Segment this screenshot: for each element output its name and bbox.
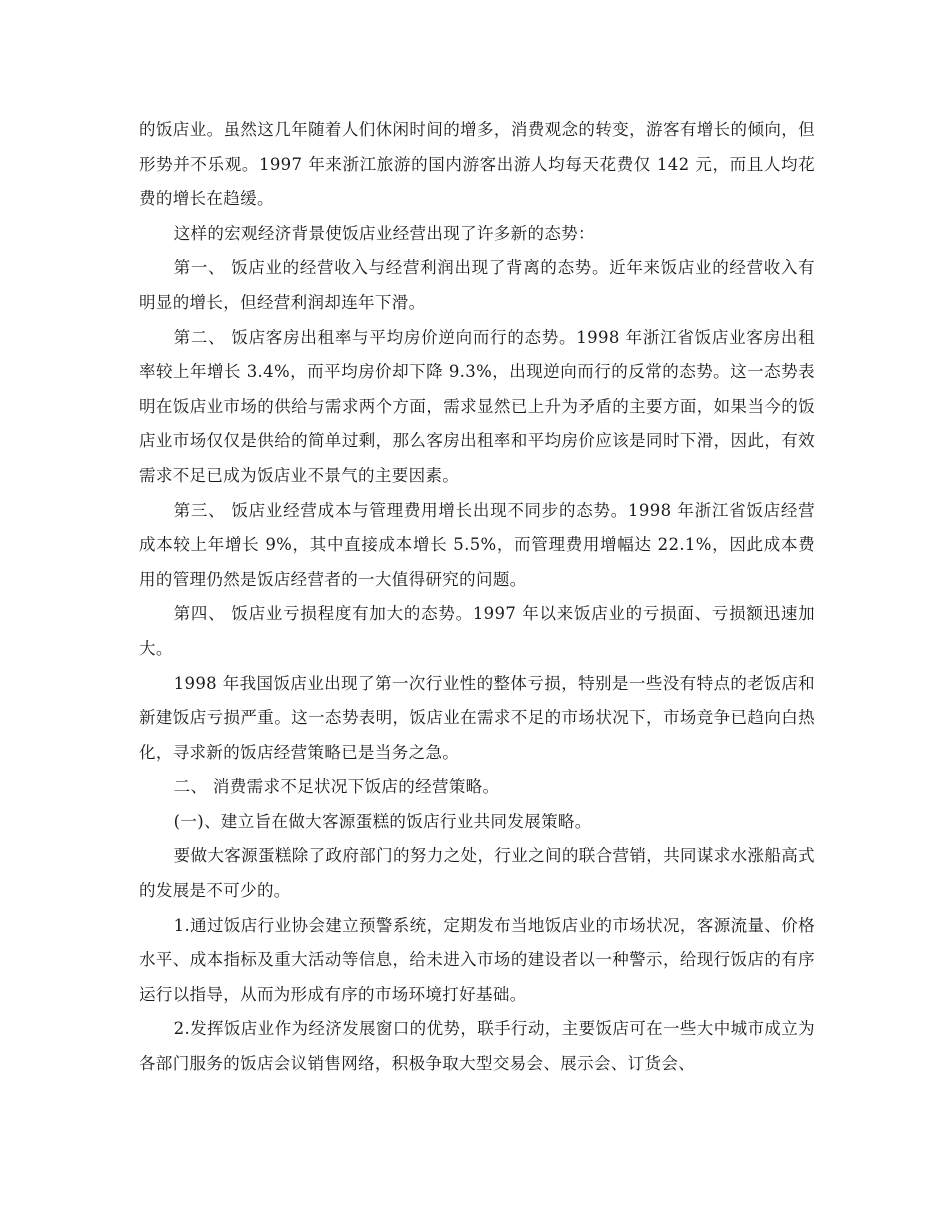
paragraph-2: 这样的宏观经济背景使饭店业经营出现了许多新的态势：: [173, 223, 595, 243]
section-heading-2: 二、 消费需求不足状况下饭店的经营策略。: [173, 777, 500, 797]
paragraph-1: 的饭店业。虽然这几年随着人们休闲时间的增多，消费观念的转变，游客有增长的倾向，但形势并不乐观。1997 年来浙江旅游的国内游客出游人均每天花费仅 142 元，而且人均花费的增长在趋缓。: [139, 120, 815, 209]
paragraph-3: 第一、 饭店业的经营收入与经营利润出现了背离的态势。近年来饭店业的经营收入有明显的增长，但经营利润却连年下滑。: [139, 258, 815, 312]
list-item-1: 1.通过饭店行业协会建立预警系统，定期发布当地饭店业的市场状况，客源流量、价格水平、成本指标及重大活动等信息，给未进入市场的建设者以一种警示，给现行饭店的有序运行以指导，从而为形成有序的市场环境打好基础。: [139, 915, 815, 1004]
paragraph-8: 要做大客源蛋糕除了政府部门的努力之处，行业之间的联合营销，共同谋求水涨船高式的发展是不可少的。: [139, 846, 815, 901]
paragraph-5: 第三、 饭店业经营成本与管理费用增长出现不同步的态势。1998 年浙江省饭店经营成本较上年增长 9%，其中直接成本增长 5.5%，而管理费用增幅达 22.1%，因此成本费用的管理仍然是饭店经营者的一大值得研究的问题。: [139, 500, 815, 589]
paragraph-4: 第二、 饭店客房出租率与平均房价逆向而行的态势。1998 年浙江省饭店业客房出租率较上年增长 3.4%，而平均房价却下降 9.3%，出现逆向而行的反常的态势。这一态势表明在饭店业市场的供给与需求两个方面，需求显然已上升为矛盾的主要方面，如果当今的饭店业市场仅仅是供给的简单过剩，那么客房出租率和平均房价应该是同时下滑，因此，有效需求不足已成为饭店业不景气的主要因素。: [139, 327, 815, 485]
paragraph-6: 第四、 饭店业亏损程度有加大的态势。1997 年以来饭店业的亏损面、亏损额迅速加大。: [139, 604, 815, 658]
subsection-heading-1: (一)、建立旨在做大客源蛋糕的饭店行业共同发展策略。: [173, 811, 592, 831]
paragraph-7: 1998 年我国饭店业出现了第一次行业性的整体亏损，特别是一些没有特点的老饭店和新建饭店亏损严重。这一态势表明，饭店业在需求不足的市场状况下，市场竞争已趋向白热化，寻求新的饭店经营策略已是当务之急。: [139, 673, 815, 762]
document-body: [139, 113, 815, 1082]
list-item-2: 2.发挥饭店业作为经济发展窗口的优势，联手行动，主要饭店可在一些大中城市成立为各部门服务的饭店会议销售网络，积极争取大型交易会、展示会、订货会、: [139, 1019, 815, 1074]
